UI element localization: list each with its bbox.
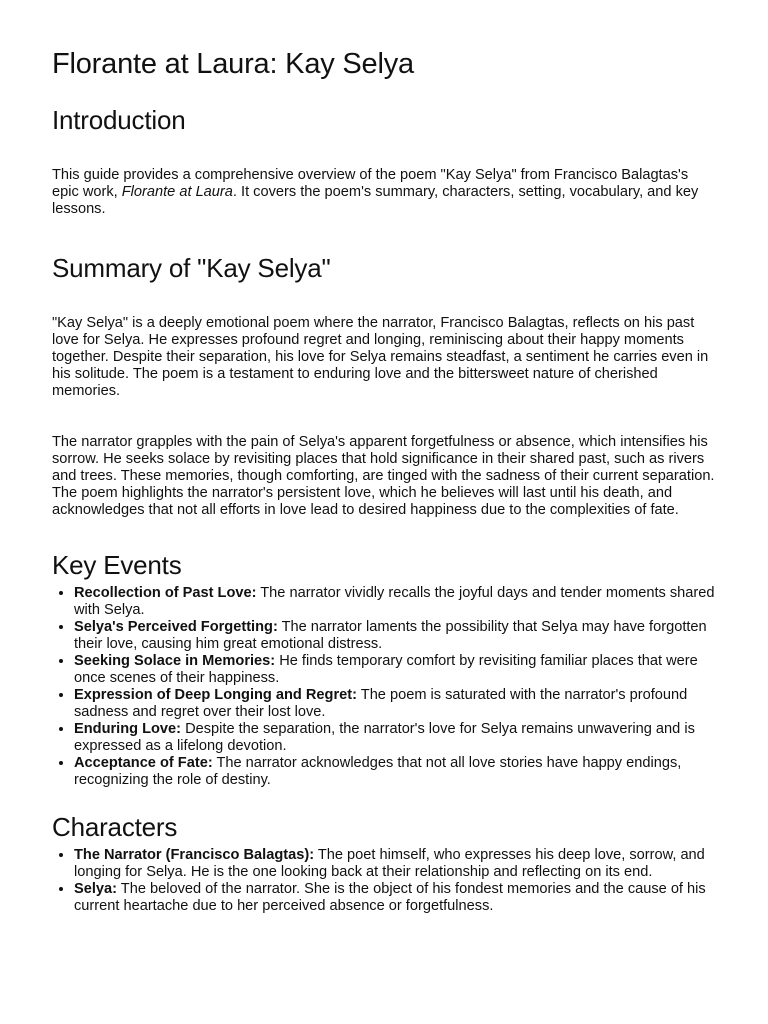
key-events-list: [52, 585, 716, 789]
list-item-label: Expression of Deep Longing and Regret:: [74, 687, 357, 703]
list-item: [74, 585, 716, 619]
summary-paragraph-2: The narrator grapples with the pain of Selya's apparent forgetfulness or absence, which intensifies his sorrow. He seeks solace by revisiting places that hold significance in their shared past, such as rivers and trees. These memories, though comforting, are tinged with the sadness of their current separation. The poem highlights the narrator's persistent love, which he believes will last until his death, and acknowledges that not all efforts in love lead to desired happiness due to the complexities of fate.: [52, 434, 715, 518]
introduction-work-title: Florante at Laura: [121, 184, 233, 200]
list-item-text: He finds temporary comfort by revisiting familiar places that were once scenes of their happiness.: [74, 653, 698, 686]
introduction-text-before: This guide provides a comprehensive overview of the poem "Kay Selya" from Francisco Balagtas's epic work,: [52, 167, 689, 200]
list-item: [74, 847, 716, 881]
summary-paragraph-1: "Kay Selya" is a deeply emotional poem where the narrator, Francisco Balagtas, reflects on his past love for Selya. He expresses profound regret and longing, reminiscing about their happy moments together. Despite their separation, his love for Selya remains steadfast, a sentiment he carries even in his solitude. The poem is a testament to enduring love and the bittersweet nature of cherished memories.: [52, 315, 709, 399]
summary-heading: Summary of "Kay Selya": [52, 253, 331, 283]
list-item-label: Recollection of Past Love:: [74, 585, 257, 601]
key-events-heading: Key Events: [52, 550, 182, 580]
list-item-text: Despite the separation, the narrator's love for Selya remains unwavering and is expressed as a lifelong devotion.: [74, 721, 695, 754]
introduction-text-after: . It covers the poem's summary, characters, setting, vocabulary, and key lessons.: [52, 184, 699, 217]
list-item-label: Selya's Perceived Forgetting:: [74, 619, 278, 635]
list-item: [74, 755, 716, 789]
list-item: [74, 619, 716, 653]
list-item: [74, 653, 716, 687]
list-item-text: The poem is saturated with the narrator's profound sadness and regret over their lost love.: [74, 687, 688, 720]
list-item: [74, 721, 716, 755]
characters-heading: Characters: [52, 812, 178, 842]
document-title: Florante at Laura: Kay Selya: [52, 48, 414, 80]
list-item-text: The poet himself, who expresses his deep love, sorrow, and longing for Selya. He is the one looking back at their relationship and reflecting on its end.: [74, 847, 705, 880]
introduction-heading: Introduction: [52, 105, 186, 135]
introduction-paragraph: [52, 167, 716, 218]
list-item-label: Acceptance of Fate:: [74, 755, 213, 771]
list-item-text: The narrator laments the possibility that Selya may have forgotten their love, causing him great emotional distress.: [74, 619, 707, 652]
list-item-label: Selya:: [74, 881, 117, 897]
list-item-label: Enduring Love:: [74, 721, 182, 737]
characters-list: [52, 847, 716, 915]
list-item-label: The Narrator (Francisco Balagtas):: [74, 847, 315, 863]
list-item-text: The narrator acknowledges that not all love stories have happy endings, recognizing the role of destiny.: [74, 755, 682, 788]
list-item-label: Seeking Solace in Memories:: [74, 653, 276, 669]
list-item-text: The beloved of the narrator. She is the object of his fondest memories and the cause of his current heartache due to her perceived absence or forgetfulness.: [74, 881, 706, 914]
list-item: [74, 687, 716, 721]
list-item: [74, 881, 716, 915]
list-item-text: The narrator vividly recalls the joyful days and tender moments shared with Selya.: [74, 585, 715, 618]
